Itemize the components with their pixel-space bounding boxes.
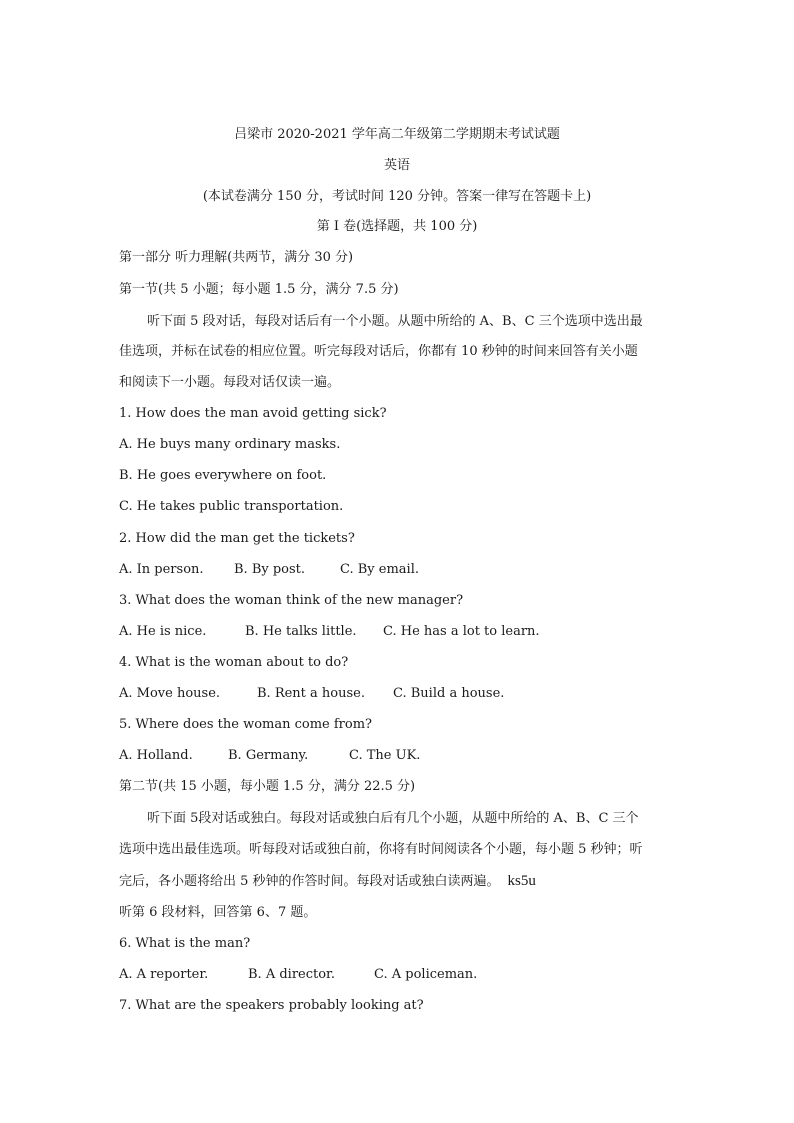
question-6-option-a: A. A reporter. — [119, 967, 209, 982]
question-5-option-c: C. The UK. — [349, 748, 421, 763]
question-3-option-b: B. He talks little. — [245, 624, 357, 639]
section1-title: 第一节(共 5 小题；每小题 1.5 分，满分 7.5 分) — [119, 282, 399, 297]
question-7: 7. What are the speakers probably looking at? — [119, 998, 424, 1013]
question-1-option-c: C. He takes public transportation. — [119, 499, 344, 514]
part1-title: 第一部分 听力理解(共两节，满分 30 分) — [119, 250, 354, 265]
question-4-option-c: C. Build a house. — [393, 686, 505, 701]
question-2-option-c: C. By email. — [340, 562, 419, 577]
subject-title: 英语 — [383, 158, 410, 173]
section1-instructions-line: 听下面 5 段对话，每段对话后有一个小题。从题中所给的 A、B、C 三个选项中选出最 — [147, 314, 643, 329]
question-1-option-a: A. He buys many ordinary masks. — [119, 437, 341, 452]
section1-instructions-line: 和阅读下一小题。每段对话仅读一遍。 — [119, 375, 341, 390]
section2-instructions-line: 选项中选出最佳选项。听每段对话或独白前，你将有时间阅读各个小题，每小题 5 秒钟；听 — [119, 842, 643, 857]
question-3: 3. What does the woman think of the new manager? — [119, 593, 464, 608]
exam-notice: (本试卷满分 150 分，考试时间 120 分钟。答案一律写在答题卡上) — [202, 189, 592, 204]
watermark-text: ks5u — [507, 873, 536, 889]
question-6-option-b: B. A director. — [248, 967, 335, 982]
question-4: 4. What is the woman about to do? — [119, 655, 349, 670]
material-note: 听第 6 段材料，回答第 6、7 题。 — [119, 905, 317, 920]
question-2: 2. How did the man get the tickets? — [119, 531, 355, 546]
section2-instructions-text: 完后，各小题将给出 5 秒钟的作答时间。每段对话或独白读两遍。 — [119, 874, 500, 889]
section1-instructions-line: 佳选项，并标在试卷的相应位置。听完每段对话后，你都有 10 秒钟的时间来回答有关小题 — [119, 344, 638, 359]
section2-instructions-line: 听下面 5段对话或独白。每段对话或独白后有几个小题，从题中所给的 A、B、C 三个 — [147, 811, 639, 826]
section2-title: 第二节(共 15 小题，每小题 1.5 分，满分 22.5 分) — [119, 779, 416, 794]
question-6: 6. What is the man? — [119, 936, 251, 951]
section2-instructions-line — [119, 872, 536, 891]
question-6-option-c: C. A policeman. — [374, 967, 478, 982]
question-2-option-a: A. In person. — [119, 562, 204, 577]
question-5-option-b: B. Germany. — [228, 748, 309, 763]
question-2-option-b: B. By post. — [234, 562, 306, 577]
question-1-option-b: B. He goes everywhere on foot. — [119, 468, 327, 483]
question-5: 5. Where does the woman come from? — [119, 717, 373, 732]
question-5-option-a: A. Holland. — [119, 748, 193, 763]
question-3-option-c: C. He has a lot to learn. — [383, 624, 540, 639]
question-3-option-a: A. He is nice. — [119, 624, 207, 639]
exam-title: 吕梁市 2020-2021 学年高二年级第二学期期末考试试题 — [234, 127, 560, 142]
question-1: 1. How does the man avoid getting sick? — [119, 406, 387, 421]
volume-title: 第 I 卷(选择题，共 100 分) — [316, 219, 478, 234]
question-4-option-a: A. Move house. — [119, 686, 221, 701]
question-4-option-b: B. Rent a house. — [257, 686, 365, 701]
